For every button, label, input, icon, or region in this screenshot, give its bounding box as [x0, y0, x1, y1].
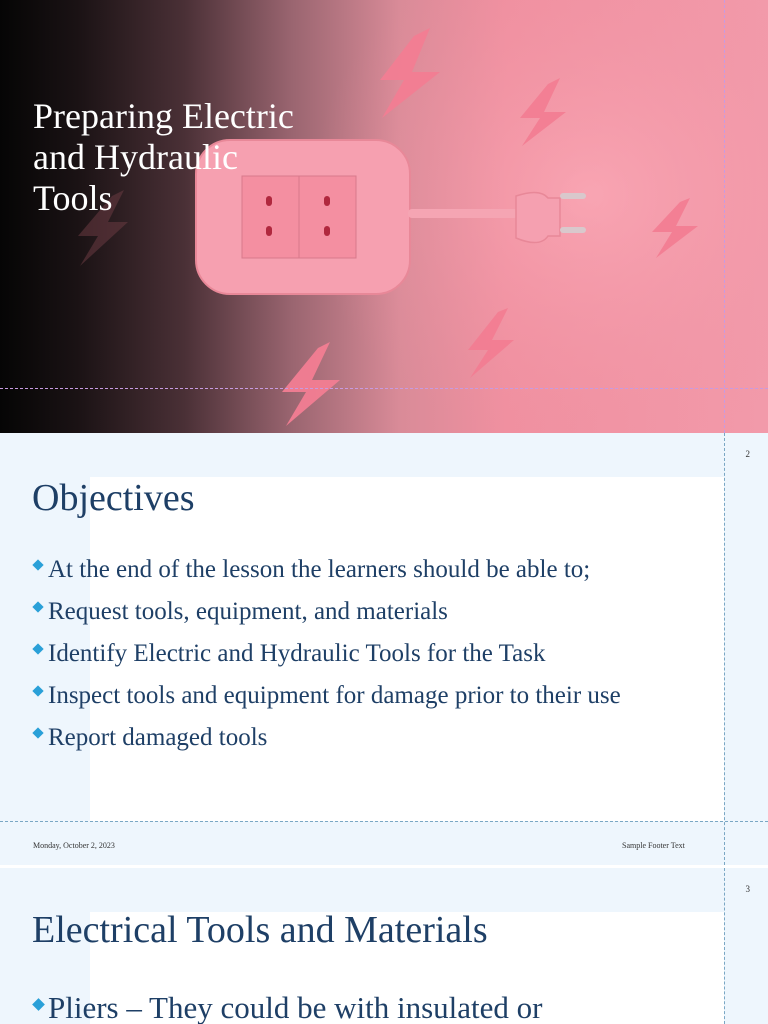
bullet-text: At the end of the lesson the learners should be able to; — [48, 556, 591, 583]
diamond-bullet-icon — [32, 998, 45, 1011]
guide-line — [0, 821, 768, 822]
guide-line — [724, 433, 725, 865]
diamond-bullet-icon — [32, 643, 43, 654]
bullet-list — [32, 988, 684, 1024]
bullet-text: Report damaged tools — [48, 724, 268, 751]
bullet-text: Pliers – They could be with insulated or — [48, 990, 543, 1024]
list-item — [32, 637, 684, 671]
list-item — [32, 721, 684, 755]
electrical-tools-slide[interactable] — [0, 868, 768, 1024]
list-item — [32, 553, 684, 587]
title-line: Preparing Electric — [33, 96, 294, 136]
bullet-text: Identify Electric and Hydraulic Tools for the Task — [48, 640, 546, 667]
slide-heading: Objectives — [32, 477, 195, 519]
diamond-bullet-icon — [32, 727, 43, 738]
slide-number: 3 — [745, 884, 750, 894]
bullet-text: Request tools, equipment, and materials — [48, 598, 448, 625]
footer-text: Sample Footer Text — [622, 841, 685, 850]
title-slide[interactable] — [0, 0, 768, 433]
footer-date: Monday, October 2, 2023 — [33, 841, 115, 850]
list-item — [32, 988, 684, 1024]
title-line: and Hydraulic — [33, 137, 238, 177]
guide-line — [724, 868, 725, 1024]
title-line: Tools — [33, 178, 113, 218]
list-item — [32, 679, 684, 713]
diamond-bullet-icon — [32, 559, 43, 570]
slide-number: 2 — [745, 449, 750, 459]
objectives-slide[interactable] — [0, 433, 768, 865]
diamond-bullet-icon — [32, 685, 43, 696]
guide-line — [724, 0, 725, 433]
bullet-text: Inspect tools and equipment for damage prior to their use — [48, 682, 621, 709]
slide-heading: Electrical Tools and Materials — [32, 909, 488, 951]
guide-line — [0, 388, 768, 389]
list-item — [32, 595, 684, 629]
bullet-list — [32, 553, 684, 763]
diamond-bullet-icon — [32, 601, 43, 612]
presentation-title — [33, 96, 294, 219]
